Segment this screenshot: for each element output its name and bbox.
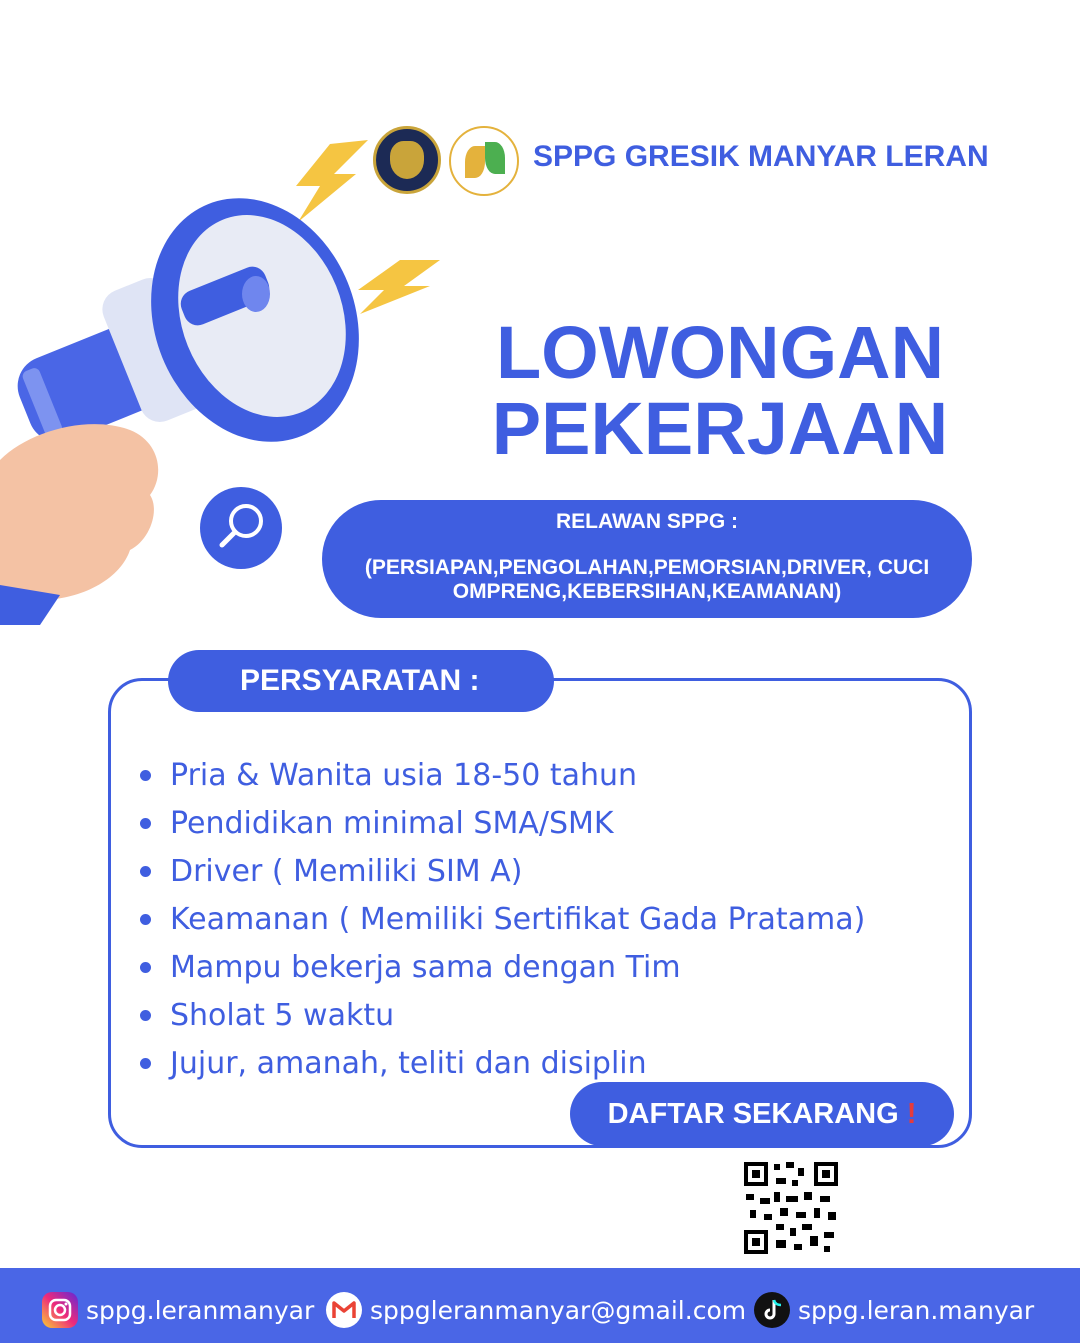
list-item: Jujur, amanah, teliti dan disiplin (138, 1040, 865, 1088)
volunteer-title: RELAWAN SPPG : (555, 510, 739, 533)
requirements-list (138, 752, 865, 1088)
page-title-line1: LOWONGAN (495, 311, 945, 394)
list-item: Mampu bekerja sama dengan Tim (138, 944, 865, 992)
tiktok-link[interactable] (754, 1290, 1034, 1330)
lightning-icon (358, 260, 440, 314)
requirements-heading: PERSYARATAN : (168, 650, 554, 712)
register-now-button[interactable] (570, 1082, 954, 1146)
search-icon (200, 487, 282, 569)
government-logo (373, 126, 441, 194)
exclamation-icon: ! (906, 1098, 917, 1130)
email-link[interactable] (326, 1290, 746, 1330)
page-title-line2: PEKERJAAN (491, 387, 949, 470)
list-item: Pria & Wanita usia 18-50 tahun (138, 752, 865, 800)
tiktok-handle: sppg.leran.manyar (798, 1295, 1035, 1325)
instagram-handle: sppg.leranmanyar (86, 1295, 315, 1325)
volunteer-roles-banner (322, 500, 972, 618)
list-item: Keamanan ( Memiliki Sertifikat Gada Pratama) (138, 896, 865, 944)
list-item: Pendidikan minimal SMA/SMK (138, 800, 865, 848)
email-address: sppgleranmanyar@gmail.com (370, 1295, 747, 1325)
register-now-label: DAFTAR SEKARANG (607, 1098, 899, 1130)
qr-code-icon[interactable] (740, 1158, 842, 1258)
tiktok-icon (754, 1292, 790, 1328)
volunteer-roles: (PERSIAPAN,PENGOLAHAN,PEMORSIAN,DRIVER, CUCI OMPRENG,KEBERSIHAN,KEAMANAN) (364, 556, 930, 603)
list-item: Driver ( Memiliki SIM A) (138, 848, 865, 896)
instagram-icon (42, 1292, 78, 1328)
gmail-icon (326, 1292, 362, 1328)
program-logo (449, 126, 519, 196)
brand-name: SPPG GRESIK MANYAR LERAN (533, 140, 989, 173)
list-item: Sholat 5 waktu (138, 992, 865, 1040)
lightning-icon (296, 140, 368, 222)
instagram-link[interactable] (42, 1290, 314, 1330)
